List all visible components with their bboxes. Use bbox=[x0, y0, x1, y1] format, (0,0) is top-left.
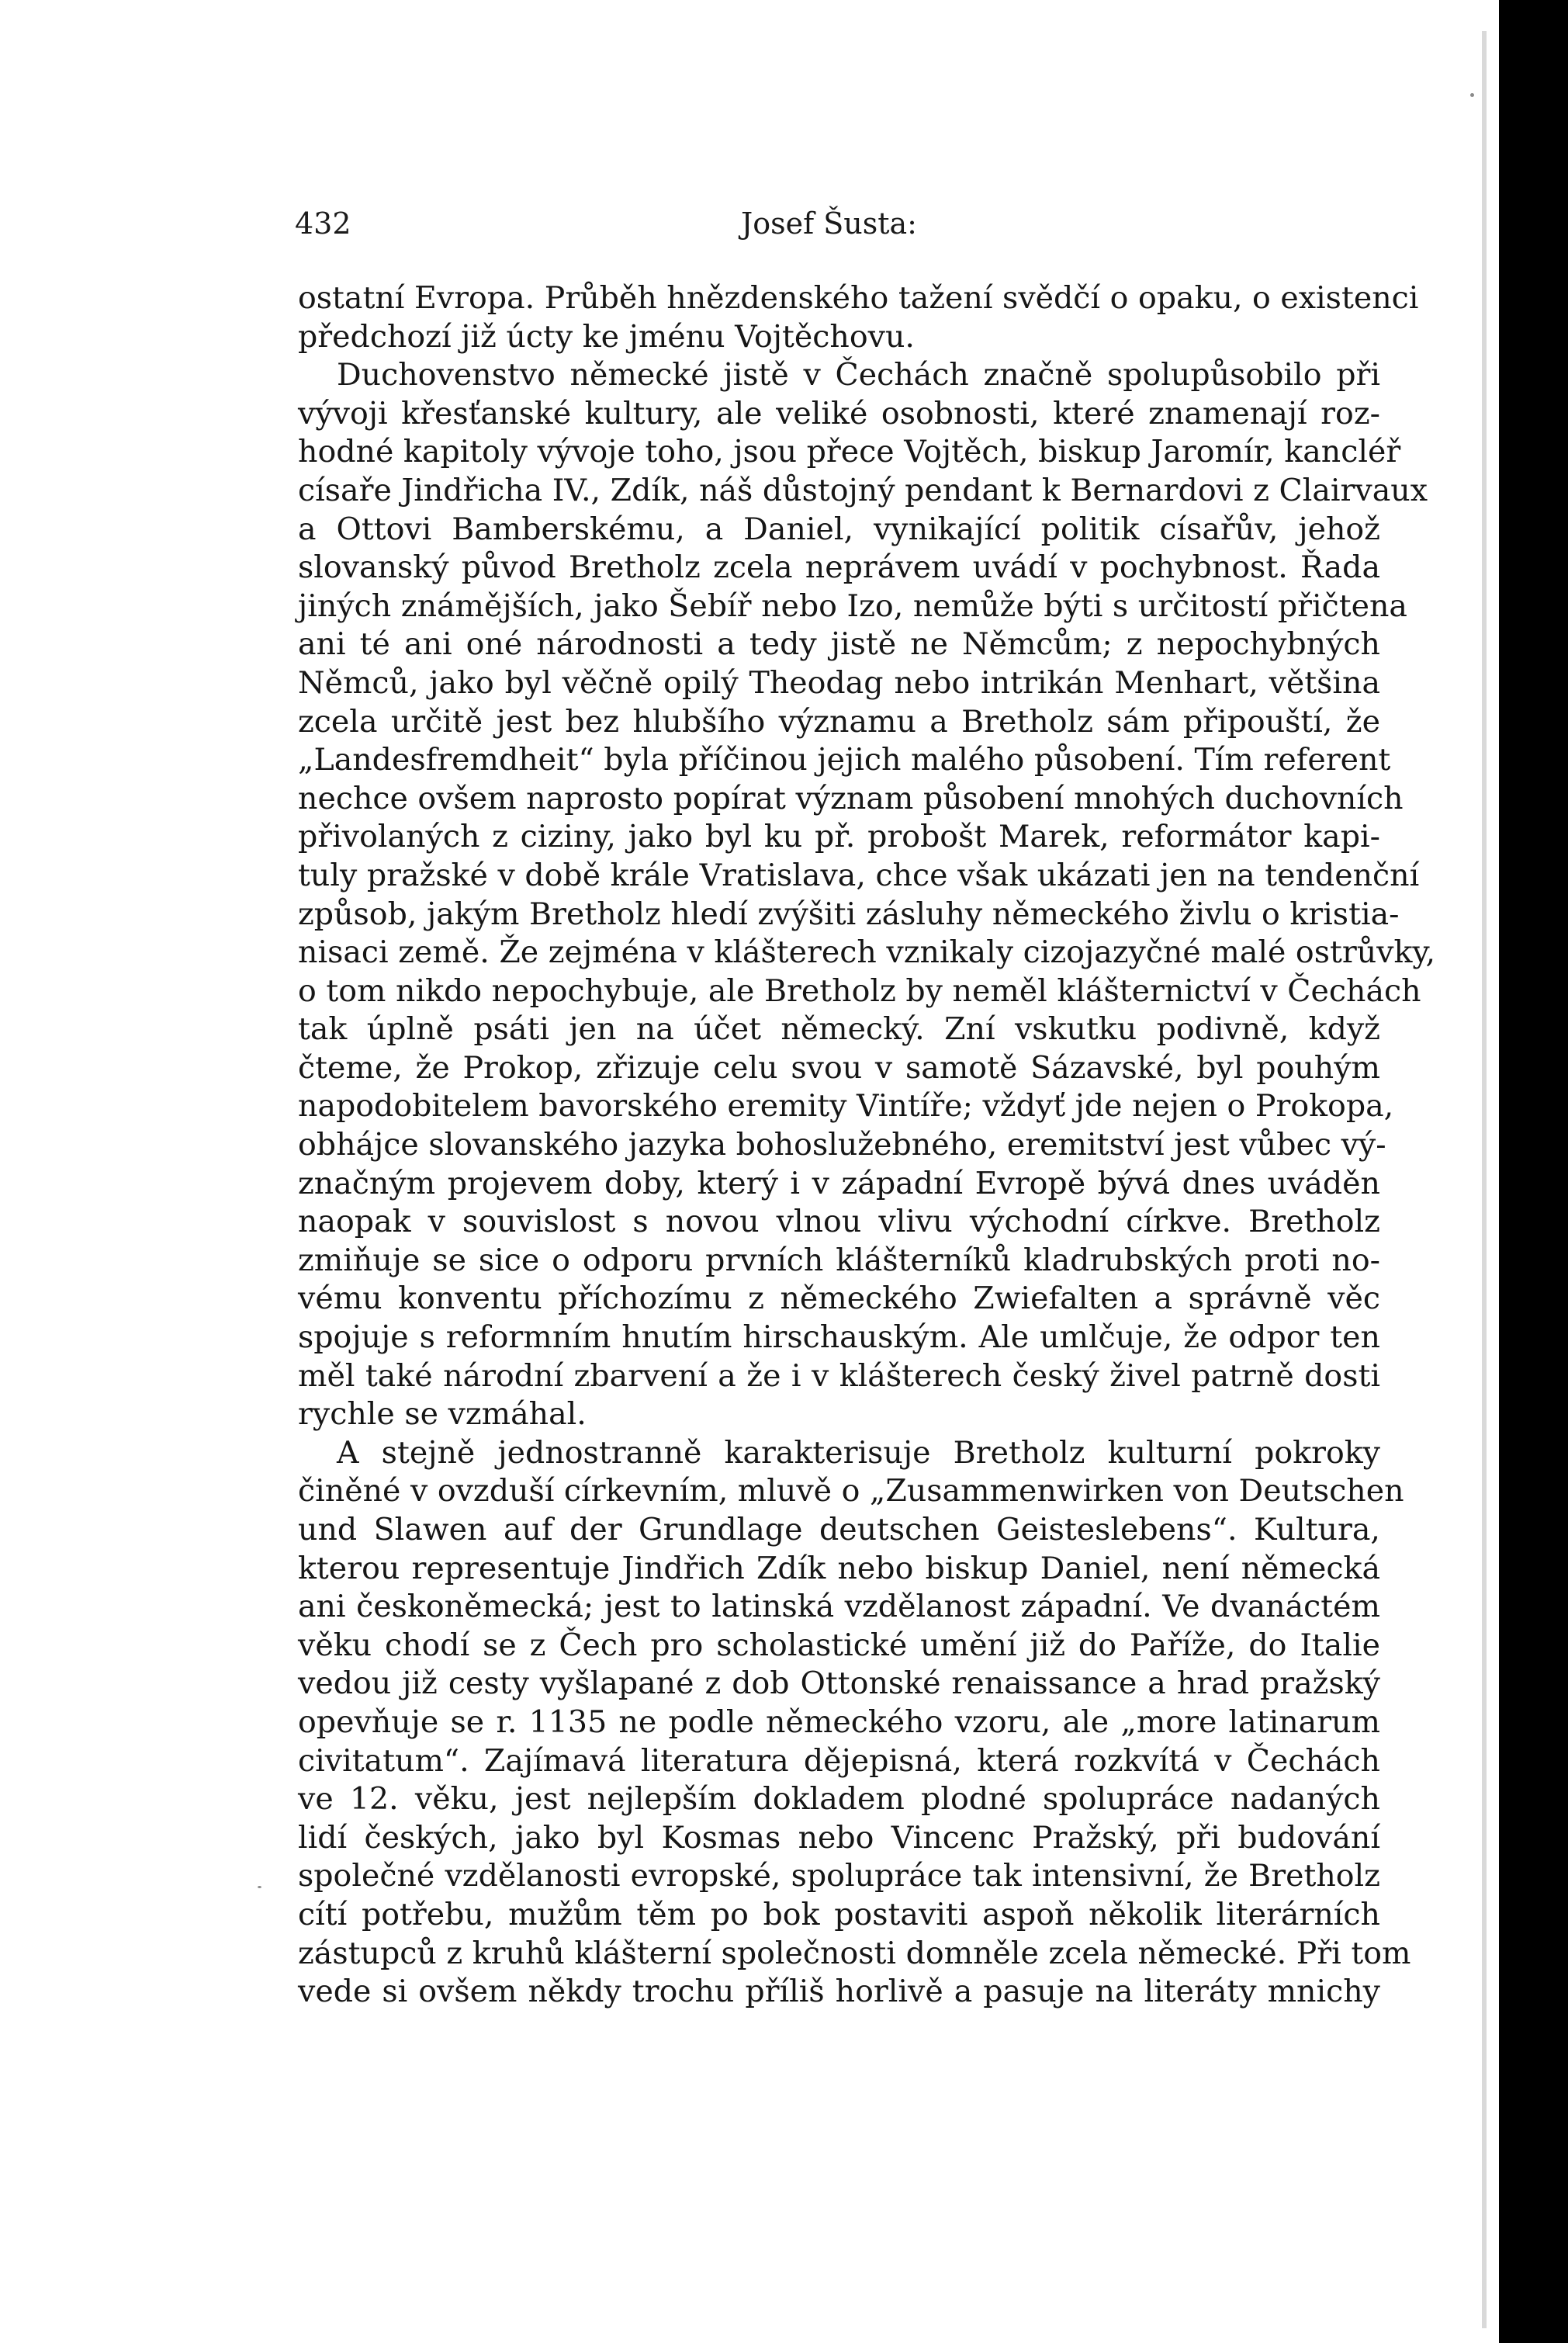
text-line: zcela určitě jest bez hlubšího významu a Bretholz sám připouští, že bbox=[298, 703, 1380, 740]
text-line: nisaci země. Že zejména v klášterech vznikaly cizojazyčné malé ostrůvky, bbox=[298, 934, 1436, 971]
text-line: spojuje s reformním hnutím hirschauským. Ale umlčuje, že odpor ten bbox=[298, 1319, 1380, 1356]
scan-speck bbox=[258, 1886, 261, 1888]
text-line: cítí potřebu, mužům těm po bok postaviti aspoň několik literárních bbox=[298, 1896, 1380, 1932]
text-line: a Ottovi Bamberskému, a Daniel, vynikající politik císařův, jehož bbox=[298, 511, 1380, 547]
text-line: zmiňuje se sice o odporu prvních klášterníků kladrubských proti no- bbox=[298, 1242, 1380, 1278]
text-line: und Slawen auf der Grundlage deutschen Geisteslebens“. Kultura, bbox=[298, 1512, 1380, 1548]
text-line: naopak v souvislost s novou vlnou vlivu východní církve. Bretholz bbox=[298, 1204, 1380, 1240]
text-line: o tom nikdo nepochybuje, ale Bretholz by neměl klášternictví v Čechách bbox=[298, 972, 1421, 1009]
scan-speck bbox=[1470, 93, 1474, 97]
text-line: A stejně jednostranně karakterisuje Bretholz kulturní pokroky bbox=[337, 1434, 1380, 1471]
text-line: vývoji křesťanské kultury, ale veliké osobnosti, které znamenají roz- bbox=[298, 395, 1380, 432]
text-line: kterou representuje Jindřich Zdík nebo biskup Daniel, není německá bbox=[298, 1550, 1380, 1586]
text-line: tak úplně psáti jen na účet německý. Zní vskutku podivně, když bbox=[298, 1011, 1380, 1048]
text-line: čteme, že Prokop, zřizuje celu svou v samotě Sázavské, byl pouhým bbox=[298, 1049, 1380, 1086]
text-line: značným projevem doby, který i v západní Evropě bývá dnes uváděn bbox=[298, 1165, 1380, 1201]
text-line: rychle se vzmáhal. bbox=[298, 1396, 587, 1433]
text-line: způsob, jakým Bretholz hledí zvýšiti zásluhy německého živlu o kristia- bbox=[298, 896, 1400, 932]
text-line: císaře Jindřicha IV., Zdík, náš důstojný pendant k Bernardovi z Clairvaux bbox=[298, 472, 1428, 508]
text-line: společné vzdělanosti evropské, spolupráce tak intensivní, že Bretholz bbox=[298, 1858, 1380, 1894]
text-line: opevňuje se r. 1135 ne podle německého vzoru, ale „more latinarum bbox=[298, 1704, 1380, 1740]
page-edge-shadow bbox=[1482, 31, 1487, 2328]
text-line: předchozí již úcty ke jménu Vojtěchovu. bbox=[298, 318, 915, 355]
text-line: tuly pražské v době krále Vratislava, chce však ukázati jen na tendenční bbox=[298, 857, 1420, 893]
text-line: měl také národní zbarvení a že i v klášterech český živel patrně dosti bbox=[298, 1357, 1380, 1394]
body-text bbox=[298, 279, 1436, 2012]
page-number: 432 bbox=[295, 206, 351, 241]
text-line: civitatum“. Zajímavá literatura dějepisná, která rozkvítá v Čechách bbox=[298, 1742, 1380, 1779]
text-line: hodné kapitoly vývoje toho, jsou přece Vojtěch, biskup Jaromír, kancléř bbox=[298, 434, 1401, 470]
text-line: ostatní Evropa. Průběh hnězdenského tažení svědčí o opaku, o existenci bbox=[298, 280, 1419, 316]
text-line: Duchovenstvo německé jistě v Čechách značně spolupůsobilo při bbox=[337, 357, 1380, 393]
text-line: ve 12. věku, jest nejlepším dokladem plodné spolupráce nadaných bbox=[298, 1781, 1380, 1818]
text-line: věku chodí se z Čech pro scholastické umění již do Paříže, do Italie bbox=[298, 1627, 1380, 1663]
text-line: vede si ovšem někdy trochu příliš horlivě a pasuje na literáty mnichy bbox=[298, 1974, 1380, 2010]
text-line: lidí českých, jako byl Kosmas nebo Vincenc Pražský, při budování bbox=[298, 1819, 1380, 1856]
text-line: Němců, jako byl věčně opilý Theodag nebo intrikán Menhart, většina bbox=[298, 664, 1380, 701]
text-line: slovanský původ Bretholz zcela neprávem uvádí v pochybnost. Řada bbox=[298, 549, 1380, 586]
text-line: nechce ovšem naprosto popírat význam působení mnohých duchovních bbox=[298, 780, 1404, 816]
text-line: obhájce slovanského jazyka bohoslužebného, eremitství jest vůbec vý- bbox=[298, 1127, 1386, 1163]
text-line: vému konventu příchozímu z německého Zwiefalten a správně věc bbox=[298, 1281, 1380, 1317]
text-line: činěné v ovzduší církevním, mluvě o „Zusammenwirken von Deutschen bbox=[298, 1473, 1404, 1509]
text-line: jiných známějších, jako Šebíř nebo Izo, nemůže býti s určitostí přičtena bbox=[298, 587, 1407, 624]
text-line: ani té ani oné národnosti a tedy jistě ne Němcům; z nepochybných bbox=[298, 626, 1380, 663]
text-line: „Landesfremdheit“ byla příčinou jejich malého působení. Tím referent bbox=[298, 742, 1391, 778]
text-line: ani českoněmecká; jest to latinská vzdělanost západní. Ve dvanáctém bbox=[298, 1589, 1380, 1625]
text-line: zástupců z kruhů klášterní společnosti domněle zcela německé. Při tom bbox=[298, 1935, 1411, 1971]
running-head: Josef Šusta: bbox=[741, 206, 917, 241]
text-line: přivolaných z ciziny, jako byl ku př. probošt Marek, reformátor kapi- bbox=[298, 819, 1380, 855]
text-line: napodobitelem bavorského eremity Vintíře; vždyť jde nejen o Prokopa, bbox=[298, 1088, 1394, 1125]
text-line: vedou již cesty vyšlapané z dob Ottonské renaissance a hrad pražský bbox=[298, 1665, 1380, 1702]
